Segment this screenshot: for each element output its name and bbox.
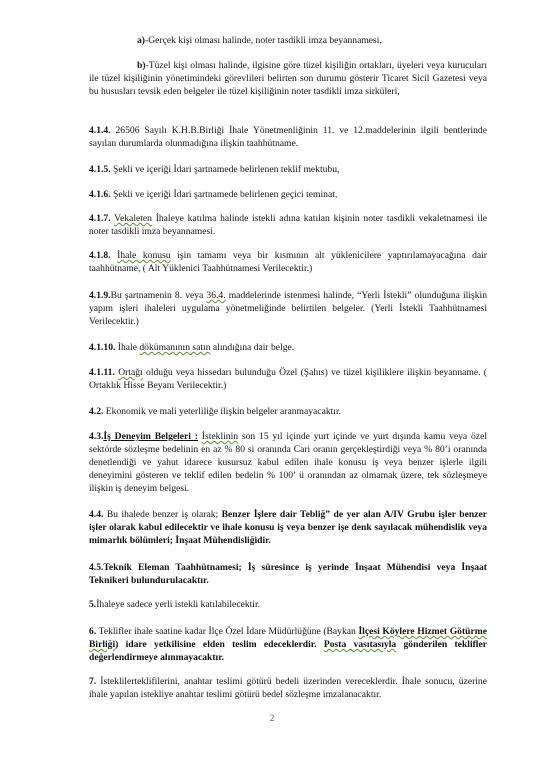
paragraph-4-1-10: [89, 341, 487, 354]
paragraph-4-1-10-pre: İhale: [115, 342, 140, 353]
paragraph-4-1-5: [89, 163, 487, 176]
page-number: 2: [269, 713, 275, 723]
paragraph-4-3-number: 4.3.: [89, 431, 104, 442]
paragraph-6-pre: Teklifler ihale saatine kadar İlçe Özel İdare Müdürlüğüne (Baykan: [96, 626, 359, 637]
paragraph-a-text: -Gerçek kişi olması halinde, noter tasdikli imza beyannamesi,: [145, 35, 382, 46]
paragraph-4-1-7-number: 4.1.7.: [89, 213, 111, 224]
paragraph-4-1-11: [89, 366, 487, 392]
paragraph-a-label: a): [137, 35, 145, 46]
paragraph-4-3-marked-word: İsteklinin: [201, 431, 239, 442]
paragraph-4-4-pre: Bu ihalede benzer iş olarak;: [103, 509, 222, 520]
paragraph-4-1-5-text: Şekli ve içeriği İdari şartnamede belirlenen teklif mektubu,: [110, 164, 340, 175]
paragraph-5-number: 5.: [89, 599, 97, 610]
paragraph-4-2: [89, 405, 487, 418]
paragraph-5-text: İhaleye sadece yerli istekli katılabilecektir.: [96, 599, 261, 610]
paragraph-6-mid: ) idare yetkilisine elden teslim edeceklerdir.: [115, 639, 324, 650]
paragraph-4-3: [89, 430, 487, 495]
paragraph-4-1-9-number: 4.1.9.: [89, 290, 111, 301]
paragraph-4-1-11-marked-word: Ortağı: [118, 367, 143, 378]
paragraph-6-number: 6.: [89, 626, 97, 637]
paragraph-4-1-6-text: Şekli ve içeriği İdari şartnamede belirlenen geçici teminat,: [110, 189, 338, 200]
paragraph-4-1-8-marked-word: İhale konusu: [117, 250, 171, 261]
paragraph-4-4: [89, 508, 487, 547]
paragraph-4-1-8-text: işin tamamı veya bir kısmının alt yüklenicilere yaptırılamayacağına dair taahhütname, ( Alt Yüklenici Taahhütnamesi Verilecektir.): [89, 250, 487, 274]
paragraph-7-text: İsteklilerteklifilerini, anahtar teslimi götürü bedeli üzerinden vereceklerdir. İhale sonucu, üzerine ihale yapılan istekliye anahtar teslimi götürü bedel sözleşme imzalanacaktır.: [89, 676, 487, 700]
paragraph-4-1-9: [89, 289, 487, 328]
paragraph-4-1-8: [89, 249, 487, 275]
paragraph-a: [89, 34, 487, 47]
paragraph-4-1-4: [89, 124, 487, 150]
paragraph-4-1-9-marked-word: 36.4.: [206, 290, 226, 301]
paragraph-b-label: b): [137, 60, 146, 71]
paragraph-4-1-11-number: 4.1.11.: [89, 367, 115, 378]
paragraph-4-1-9-pre: Bu şartnamenin 8. veya: [110, 290, 207, 301]
paragraph-4-1-10-number: 4.1.10.: [89, 342, 116, 353]
paragraph-6-text: gönderilen teklifler değerlendirmeye alınmayacaktır.: [89, 639, 487, 663]
paragraph-4-3-text: son 15 yıl içinde yurt içinde ve yurt dışında kamu veya özel sektörde sözleşme bedelinin en az % 80 si oranında Cari oranın gerçekleştirdiği veya % 80’i oranında denetlendiği ve yahut idarece kusursuz kabul edilen ihale konusu iş veya benzer işlerle ilgili deneyimini gösteren ve teklif edilen bedelin % 100’ ü oranından az olmamak üzere, tek sözleşmeye ilişkin iş deneyim belgesi.: [89, 431, 487, 494]
paragraph-4-1-10-marked-word: dökümanının satın: [139, 342, 211, 353]
paragraph-4-1-5-number: 4.1.5.: [89, 164, 111, 175]
paragraph-7-number: 7.: [89, 676, 97, 687]
paragraph-4-1-4-text: 26506 Sayılı K.H.B.Birliği İhale Yönetmenliğinin 11. ve 12.maddelerinin ilgili bentlerinde sayılan durumlarda olunmadığına ilişkin taahhütname.: [89, 125, 487, 149]
paragraph-6-marked-word: Posta vasıtasıyla: [323, 639, 397, 650]
paragraph-b: [89, 59, 487, 98]
paragraph-4-1-9-text: maddelerinde istenmesi halinde, “Yerli İstekli” olunduğuna ilişkin yapım işleri ihaleleri uygulama yönetmeliğinde belirtilen belgeler. (Yerli İstekli Taahhütnamesi Verilecektir.): [89, 290, 487, 327]
paragraph-4-4-number: 4.4.: [89, 509, 104, 520]
paragraph-4-2-text: Ekonomik ve mali yeterliliğe ilişkin belgeler aranmayacaktır.: [103, 406, 342, 417]
paragraph-4-5-text: 4.5.Teknik Eleman Taahhütnamesi; İş süresince iş yerinde İnşaat Mühendisi veya İnşaat Teknikeri bulundurulacaktır.: [89, 562, 487, 586]
paragraph-4-1-7-text: İhaleye katılma halinde istekli adına katılan kişinin noter tasdikli vekaletnamesi ile noter tasdikli imza beyannamesi.: [89, 213, 487, 237]
paragraph-4-1-7-marked-word: Vekaleten: [114, 213, 152, 224]
paragraph-4-2-number: 4.2.: [89, 406, 104, 417]
paragraph-4-1-4-number: 4.1.4.: [89, 125, 111, 136]
paragraph-7: [89, 675, 487, 701]
paragraph-4-1-8-number: 4.1.8.: [89, 250, 111, 261]
paragraph-4-1-6: [89, 188, 487, 201]
paragraph-6-marked-name: İlçesi Köylere Hizmet Götürme Birliği: [89, 626, 488, 650]
paragraph-4-4-bold-text: Benzer İşlere dair Tebliğ” de yer alan A/IV Grubu işler benzer işler olarak kabul edilecektir ve ihale konusu iş veya benzer işe denk sayılacak mühendislik veya mimarlık bölümleri; İnşaat Mühendisliğidir.: [89, 509, 488, 546]
paragraph-4-1-7: [89, 212, 487, 238]
paragraph-4-3-title: İş Deneyim Belgeleri :: [103, 431, 198, 442]
paragraph-4-1-11-text: olduğu veya hissedarı bulunduğu Özel (Şahıs) ve tüzel kişiliklere ilişkin beyanname. ( Ortaklık Hisse Beyanı Verilecektir.): [89, 367, 487, 391]
paragraph-b-text: -Tüzel kişi olması halinde, ilgisine göre tüzel kişiliğin ortakları, üyeleri veya kurucuları ile tüzel kişiliğinin yönetimindeki görevlileri belirten son durumu gösterir Ticaret Sicil Gazetesi veya bu hususları tevsik eden belgeler ile tüzel kişiliğinin noter tasdikli imza sirküleri,: [89, 60, 487, 97]
paragraph-6: [89, 625, 487, 664]
paragraph-4-5: [89, 561, 487, 587]
paragraph-4-1-6-number: 4.1.6.: [89, 189, 111, 200]
paragraph-4-1-10-text: alındığına dair belge.: [210, 342, 295, 353]
paragraph-5: [89, 598, 487, 611]
